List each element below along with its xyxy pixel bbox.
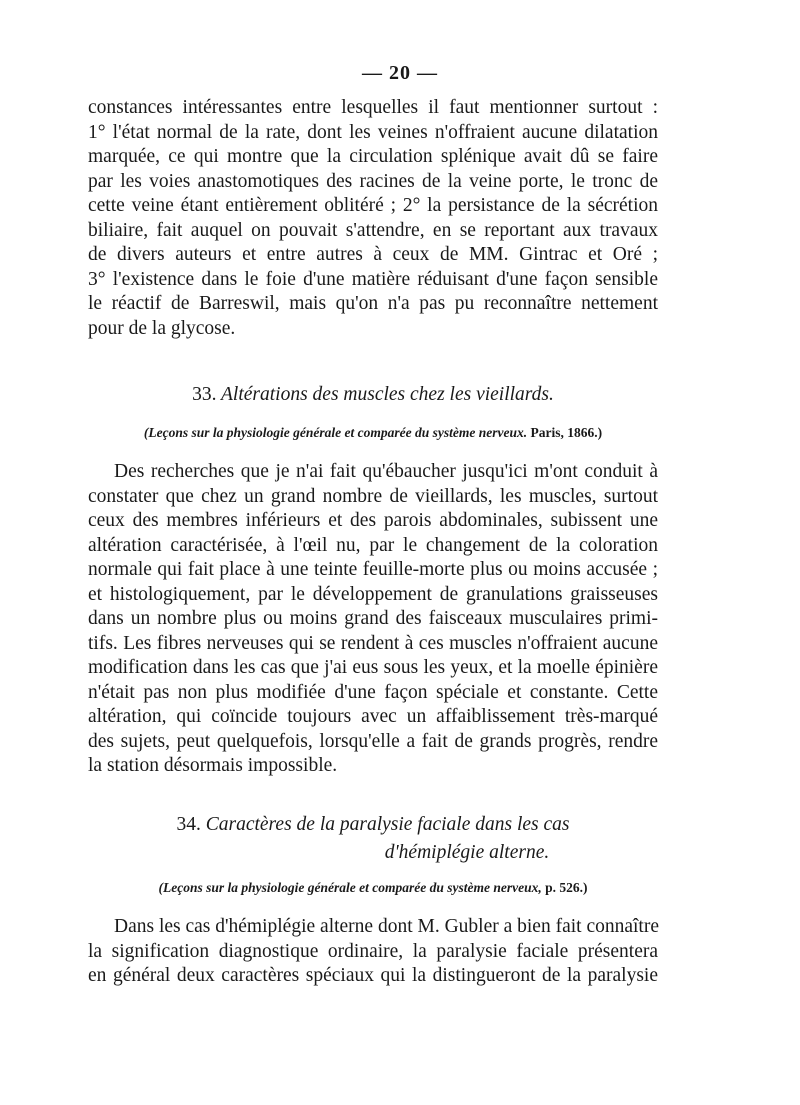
section-title: Caractères de la paralysie faciale dans les cas xyxy=(205,814,570,835)
text-line: pour de la glycose. xyxy=(88,317,236,339)
section-number: 34. xyxy=(176,814,201,835)
section-heading-33 xyxy=(88,384,658,406)
text-line: des sujets, peut quelquefois, lorsqu'elle a fait de grands progrès, rendre xyxy=(88,730,658,752)
text-line: biliaire, fait auquel on pouvait s'attendre, en se reportant aux travaux xyxy=(88,219,658,241)
section-33-paragraph xyxy=(88,460,658,779)
reference-page: p. 526.) xyxy=(545,880,588,895)
text-line: 3° l'existence dans le foie d'une matière réduisant d'une façon sensible xyxy=(88,268,658,290)
text-line: ceux des membres inférieurs et des parois abdominales, subissent une xyxy=(88,510,658,531)
text-line: normale qui fait place à une teinte feuille-morte plus ou moins accusée ; xyxy=(88,559,658,580)
section-heading-34 xyxy=(88,814,658,836)
section-heading-34-continued xyxy=(182,842,752,864)
text-line: altération caractérisée, à l'œil nu, par le changement de la coloration xyxy=(88,534,658,556)
text-line: altération, qui coïncide toujours avec un affaiblissement très-marqué xyxy=(88,706,658,727)
text-line: de divers auteurs et entre autres à ceux de MM. Gintrac et Oré ; xyxy=(88,244,658,265)
text-line: n'était pas non plus modifiée d'une façon spéciale et constante. Cette xyxy=(88,681,658,703)
section-title: d'hémiplégie alterne. xyxy=(384,842,550,863)
text-line: dans un nombre plus ou moins grand des faisceaux musculaires primi- xyxy=(88,608,658,629)
text-line: cette veine étant entièrement oblitéré ; 2° la persistance de la sécrétion xyxy=(88,195,658,216)
text-line: par les voies anastomotiques des racines de la veine porte, le tronc de xyxy=(88,170,658,192)
reference-title: (Leçons sur la physiologie générale et comparée du système nerveux, xyxy=(158,880,542,895)
text-line: Des recherches que je n'ai fait qu'ébaucher jusqu'ici m'ont conduit à xyxy=(114,461,658,482)
paragraph-continuation xyxy=(88,96,658,341)
reference-place: Paris, 1866.) xyxy=(530,425,603,440)
text-line: la station désormais impossible. xyxy=(88,755,338,776)
section-34-paragraph xyxy=(88,915,658,989)
page-number: — 20 — xyxy=(362,62,438,84)
section-reference-34 xyxy=(88,880,658,896)
section-number: 33. xyxy=(192,384,217,405)
text-line: marquée, ce qui montre que la circulation splénique avait dû se faire xyxy=(88,146,658,167)
text-line: le réactif de Barreswil, mais qu'on n'a pas pu reconnaître nettement xyxy=(88,293,658,314)
text-line: constater que chez un grand nombre de vieillards, les muscles, surtout xyxy=(88,485,658,507)
reference-title: (Leçons sur la physiologie générale et comparée du système nerveux. xyxy=(143,425,528,440)
text-line: la signification diagnostique ordinaire, la paralysie faciale présentera xyxy=(88,940,658,962)
section-title: Altérations des muscles chez les vieillards. xyxy=(221,384,554,405)
text-line: en général deux caractères spéciaux qui la distingueront de la paralysie xyxy=(88,965,658,986)
text-line: constances intéressantes entre lesquelles il faut mentionner surtout : xyxy=(88,97,658,118)
text-line: modification dans les cas que j'ai eus sous les yeux, et la moelle épinière xyxy=(88,657,658,678)
section-reference-33 xyxy=(88,425,658,441)
text-line: tifs. Les fibres nerveuses qui se rendent à ces muscles n'offraient aucune xyxy=(88,632,658,654)
text-line: Dans les cas d'hémiplégie alterne dont M. Gubler a bien fait connaître xyxy=(114,916,659,937)
text-line: 1° l'état normal de la rate, dont les veines n'offraient aucune dilatation xyxy=(88,121,658,143)
text-line: et histologiquement, par le développement de granulations graisseuses xyxy=(88,583,658,605)
